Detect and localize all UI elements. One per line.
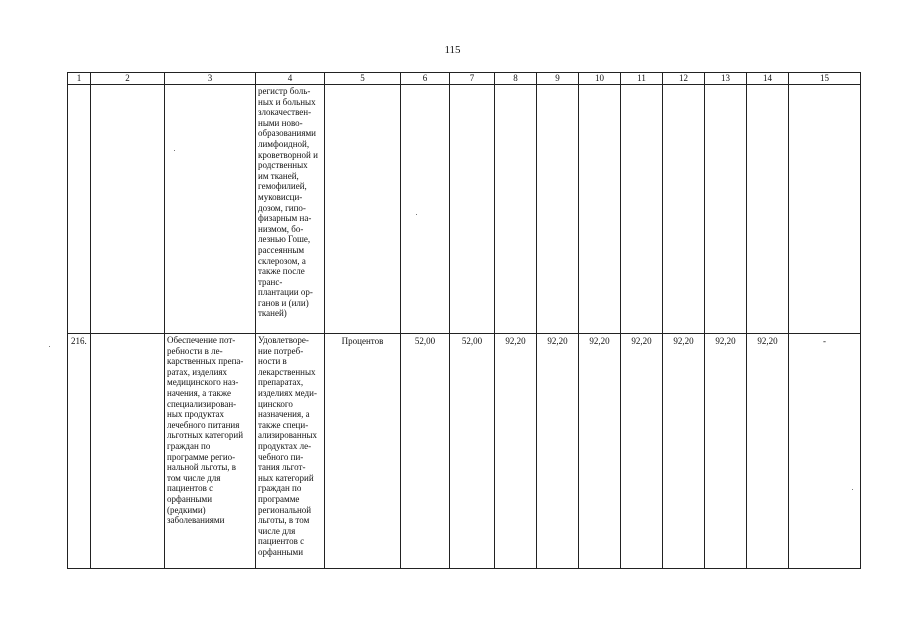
- table-cell: [256, 85, 325, 334]
- table-cell: [325, 85, 401, 334]
- header-cell: 13: [705, 73, 747, 85]
- value-cell: 92,20: [757, 336, 778, 346]
- table-cell: [68, 85, 91, 334]
- table-cell: [747, 85, 789, 334]
- table-cell: [68, 334, 91, 569]
- value-cell: 52,00: [461, 336, 483, 346]
- table-cell: [621, 334, 663, 569]
- table-cell: [579, 334, 621, 569]
- value-cell: 92,20: [505, 336, 526, 346]
- header-cell: 6: [401, 73, 450, 85]
- scan-speck: [49, 346, 50, 347]
- table-cell: [495, 85, 537, 334]
- indicator-text: Удовлетворе- ние потреб- ности в лекарственных препаратах, изделиях меди- цинского назначения, а также специ- ализированных продуктах ле- чебного пи- тания льгот- ных категорий граждан по программе региональной льготы, в том числе для пациентов с орфанными: [258, 335, 318, 557]
- value-cell: 92,20: [589, 336, 610, 346]
- table-cell: [705, 334, 747, 569]
- header-cell: 1: [68, 73, 91, 85]
- table-row: [68, 334, 861, 569]
- table-cell: [495, 334, 537, 569]
- table-cell: [256, 334, 325, 569]
- header-cell: 3: [165, 73, 256, 85]
- value-cell: 92,20: [715, 336, 736, 346]
- table-cell: [401, 85, 450, 334]
- table-cell: [621, 85, 663, 334]
- table-cell: [579, 85, 621, 334]
- header-cell: 9: [537, 73, 579, 85]
- header-cell: 7: [450, 73, 495, 85]
- table-cell: [91, 334, 165, 569]
- header-cell: 5: [325, 73, 401, 85]
- scan-speck: [852, 489, 853, 490]
- table-header-row: [68, 73, 861, 85]
- value-cell: 92,20: [673, 336, 694, 346]
- row-number: 216.: [71, 336, 87, 346]
- table-cell: [537, 334, 579, 569]
- table-cell: [705, 85, 747, 334]
- scan-speck: [416, 214, 417, 215]
- data-table: [67, 72, 861, 569]
- value-cell: 52,00: [414, 336, 436, 346]
- table-cell: [537, 85, 579, 334]
- table-cell: [789, 85, 861, 334]
- table-cell: [663, 334, 705, 569]
- table-cell: [401, 334, 450, 569]
- indicator-text: регистр боль- ных и больных злокачествен- ными ново- образованиями лимфоидной, кроветворной и родственных им тканей, гемофилией, муковисци- дозом, гипо- физарным на- низмом, бо- лезнью Гоше, рассеянным склерозом, а также после транс- плантации ор- ганов и (или) тканей): [258, 86, 318, 319]
- table-cell: [747, 334, 789, 569]
- table-row: [68, 85, 861, 334]
- header-cell: 8: [495, 73, 537, 85]
- table-cell: [165, 85, 256, 334]
- table-cell: [663, 85, 705, 334]
- value-cell: 92,20: [631, 336, 652, 346]
- table-cell: [165, 334, 256, 569]
- unit-text: Процентов: [341, 336, 384, 346]
- header-cell: 15: [789, 73, 861, 85]
- table-cell: [789, 334, 861, 569]
- header-cell: 4: [256, 73, 325, 85]
- header-cell: 11: [621, 73, 663, 85]
- measure-text: Обеспечение пот- ребности в ле- карственных препа- ратах, изделиях медицинского наз- начения, а также специализирован- ных продуктах лечебного питания льготных категорий граждан по программе регио- нальной льготы, в том числе для пациентов с орфанными (редкими) заболеваниями: [167, 335, 244, 526]
- value-cell: 92,20: [547, 336, 568, 346]
- header-cell: 12: [663, 73, 705, 85]
- scan-speck: [174, 150, 175, 151]
- header-cell: 10: [579, 73, 621, 85]
- page-number: 115: [444, 44, 461, 56]
- table-cell: [450, 334, 495, 569]
- table-cell: [325, 334, 401, 569]
- header-cell: 2: [91, 73, 165, 85]
- table-cell: [91, 85, 165, 334]
- header-cell: 14: [747, 73, 789, 85]
- value-cell: -: [823, 336, 826, 346]
- table-cell: [450, 85, 495, 334]
